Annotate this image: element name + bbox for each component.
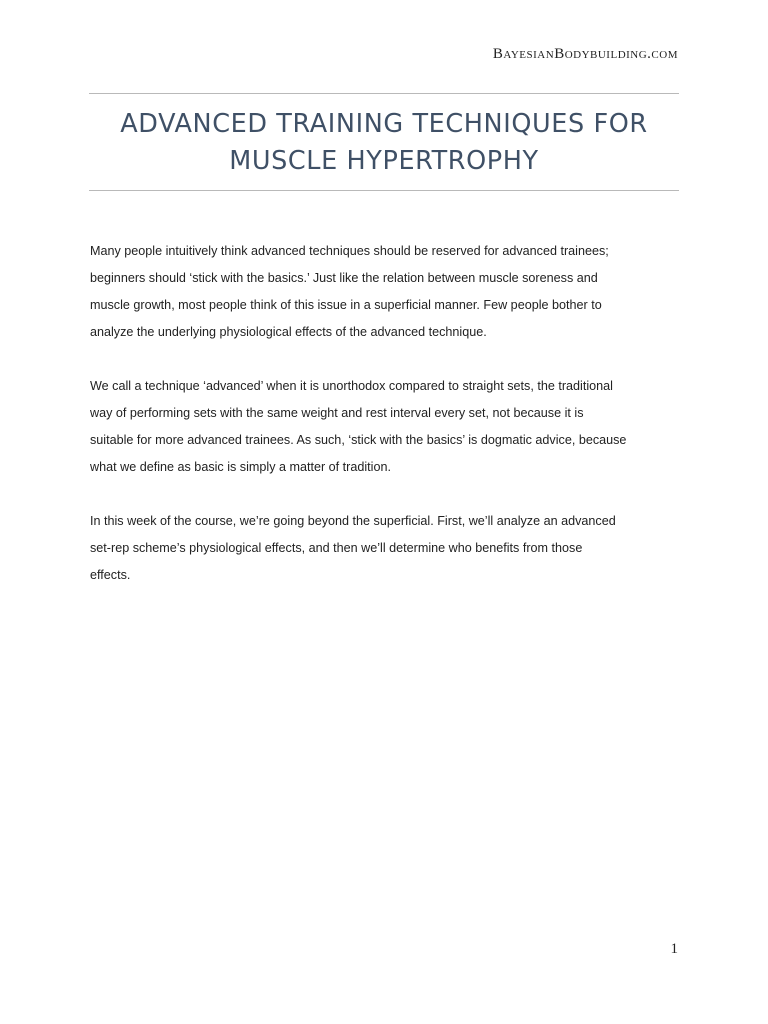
paragraph-line: effects. [90,568,131,582]
paragraph-line: beginners should ‘stick with the basics.’ Just like the relation between muscle soreness and [90,271,598,285]
document-title [89,106,679,180]
body-text [90,238,680,616]
paragraph-line: Many people intuitively think advanced techniques should be reserved for advanced trainees; [90,244,609,258]
paragraph-1 [90,238,680,346]
paragraph-line: muscle growth, most people think of this issue in a superficial manner. Few people bother to [90,298,602,312]
paragraph-line: We call a technique ‘advanced’ when it is unorthodox compared to straight sets, the traditional [90,379,613,393]
paragraph-2 [90,373,680,481]
paragraph-line: what we define as basic is simply a matter of tradition. [90,460,391,474]
title-rule-top [89,93,679,94]
paragraph-line: analyze the underlying physiological effects of the advanced technique. [90,325,487,339]
title-line-1: ADVANCED TRAINING TECHNIQUES FOR [120,109,648,139]
page-number: 1 [670,941,678,957]
title-line-2: MUSCLE HYPERTROPHY [229,146,539,176]
header-site-name: BayesianBodybuilding.com [492,46,678,62]
paragraph-line: suitable for more advanced trainees. As such, ‘stick with the basics’ is dogmatic advice, because [90,433,627,447]
title-rule-bottom [89,190,679,191]
paragraph-line: way of performing sets with the same weight and rest interval every set, not because it is [90,406,584,420]
paragraph-line: set-rep scheme’s physiological effects, and then we’ll determine who benefits from those [90,541,583,555]
paragraph-3 [90,508,680,589]
paragraph-line: In this week of the course, we’re going beyond the superficial. First, we’ll analyze an advanced [90,514,616,528]
